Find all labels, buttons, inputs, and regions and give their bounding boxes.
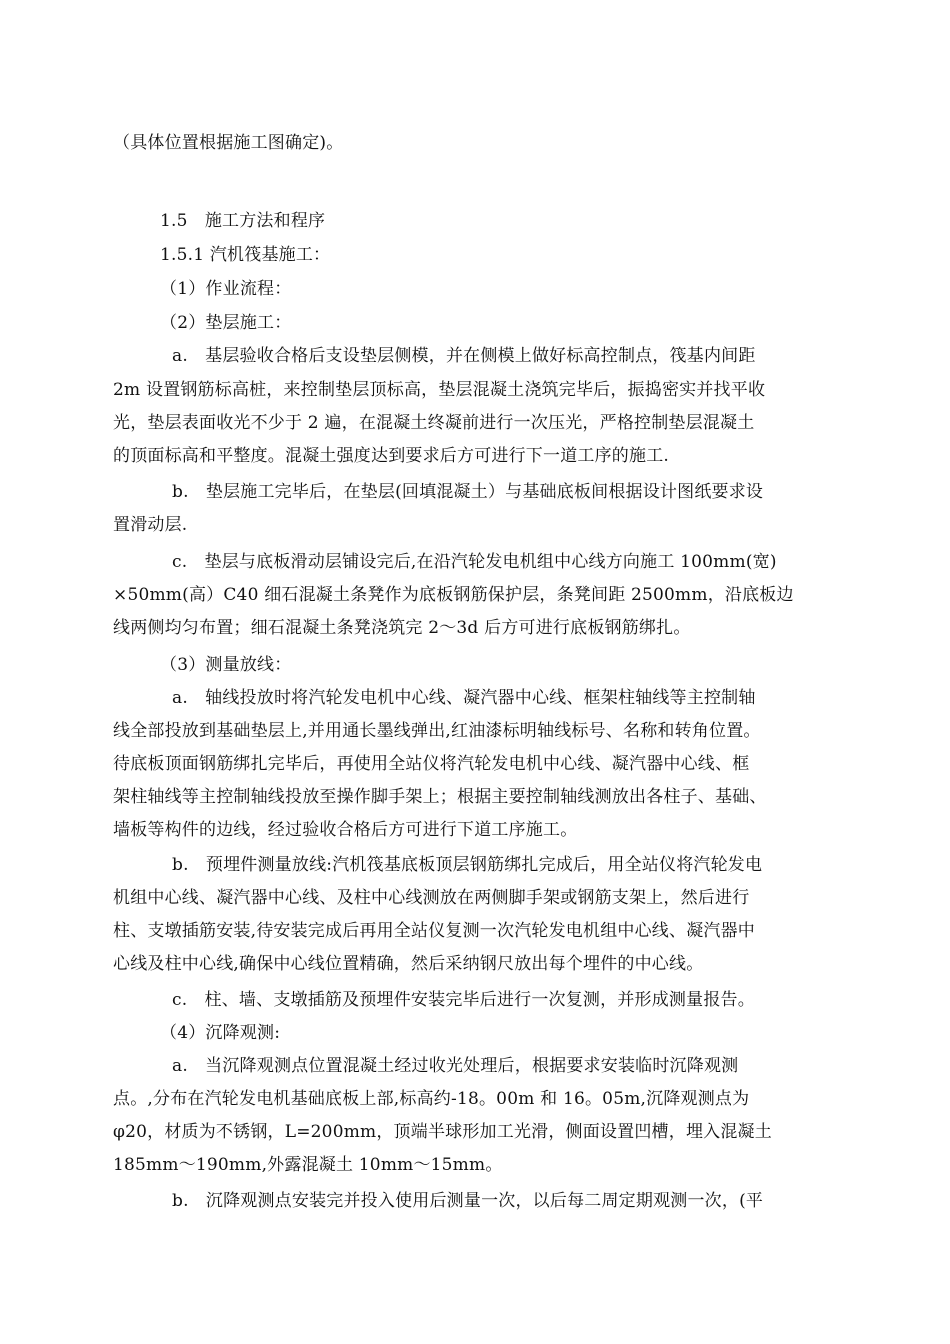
survey-a-line-2: 线全部投放到基础垫层上,并用通长墨线弹出,红油漆标明轴线标号、名称和转角位置。 [113, 721, 761, 741]
paragraph-a-line-2: 2m 设置钢筋标高桩，来控制垫层顶标高，垫层混凝土浇筑完毕后，振捣密实并找平收 [113, 380, 766, 400]
paragraph-a-line-3: 光，垫层表面收光不少于 2 遍，在混凝土终凝前进行一次压光，严格控制垫层混凝土 [113, 413, 755, 433]
section-heading-1-5-1: 1.5.1 汽机筏基施工： [160, 245, 331, 265]
paragraph-a-line-4: 的顶面标高和平整度。混凝土强度达到要求后方可进行下一道工序的施工. [113, 446, 670, 466]
survey-b-line-4: 心线及柱中心线,确保中心线位置精确，然后采纳钢尺放出每个埋件的中心线。 [113, 954, 704, 974]
item-heading-4: （4）沉降观测: [160, 1023, 281, 1043]
survey-a-line-3: 待底板顶面钢筋绑扎完毕后，再使用全站仪将汽轮发电机中心线、凝汽器中心线、框 [113, 754, 750, 774]
settlement-a-line-4: 185mm～190mm,外露混凝土 10mm～15mm。 [113, 1155, 503, 1175]
survey-a-line-1: a. 轴线投放时将汽轮发电机中心线、凝汽器中心线、框架柱轴线等主控制轴 [172, 688, 756, 708]
survey-b-line-1: b. 预埋件测量放线:汽机筏基底板顶层钢筋绑扎完成后，用全站仪将汽轮发电 [172, 855, 763, 875]
paragraph-b-line-1: b. 垫层施工完毕后，在垫层(回填混凝土）与基础底板间根据设计图纸要求设 [172, 482, 764, 502]
settlement-a-line-1: a. 当沉降观测点位置混凝土经过收光处理后，根据要求安装临时沉降观测 [172, 1056, 739, 1076]
item-heading-1: （1）作业流程： [160, 279, 292, 299]
paragraph-a-line-1: a. 基层验收合格后支设垫层侧模，并在侧模上做好标高控制点，筏基内间距 [172, 346, 756, 366]
section-heading-1-5: 1.5 施工方法和程序 [160, 211, 326, 231]
paragraph-b-line-2: 置滑动层. [113, 515, 188, 535]
settlement-b-line-1: b. 沉降观测点安装完并投入使用后测量一次，以后每二周定期观测一次，(平 [172, 1191, 764, 1211]
survey-a-line-4: 架柱轴线等主控制轴线投放至操作脚手架上；根据主要控制轴线测放出各柱子、基础、 [113, 787, 767, 807]
survey-a-line-5: 墙板等构件的边线，经过验收合格后方可进行下道工序施工。 [113, 820, 578, 840]
paragraph-c-line-1: c. 垫层与底板滑动层铺设完后,在沿汽轮发电机组中心线方向施工 100mm(宽) [172, 552, 777, 572]
text-line-01: （具体位置根据施工图确定)。 [113, 133, 344, 153]
survey-c-line-1: c. 柱、墙、支墩插筋及预埋件安装完毕后进行一次复测，并形成测量报告。 [172, 990, 755, 1010]
item-heading-2: （2）垫层施工： [160, 313, 292, 333]
item-heading-3: （3）测量放线： [160, 655, 292, 675]
paragraph-c-line-3: 线两侧均匀布置；细石混凝土条凳浇筑完 2～3d 后方可进行底板钢筋绑扎。 [113, 618, 691, 638]
survey-b-line-2: 机组中心线、凝汽器中心线、及柱中心线测放在两侧脚手架或钢筋支架上，然后进行 [113, 888, 750, 908]
paragraph-c-line-2: ×50mm(高）C40 细石混凝土条凳作为底板钢筋保护层，条凳间距 2500mm，沿底板边 [113, 585, 794, 605]
survey-b-line-3: 柱、支墩插筋安装,待安装完成后再用全站仪复测一次汽轮发电机组中心线、凝汽器中 [113, 921, 756, 941]
settlement-a-line-2: 点。,分布在汽轮发电机基础底板上部,标高约-18。00m 和 16。05m,沉降观测点为 [113, 1089, 750, 1109]
settlement-a-line-3: φ20，材质为不锈钢，L=200mm，顶端半球形加工光滑，侧面设置凹槽，埋入混凝土 [113, 1122, 772, 1142]
